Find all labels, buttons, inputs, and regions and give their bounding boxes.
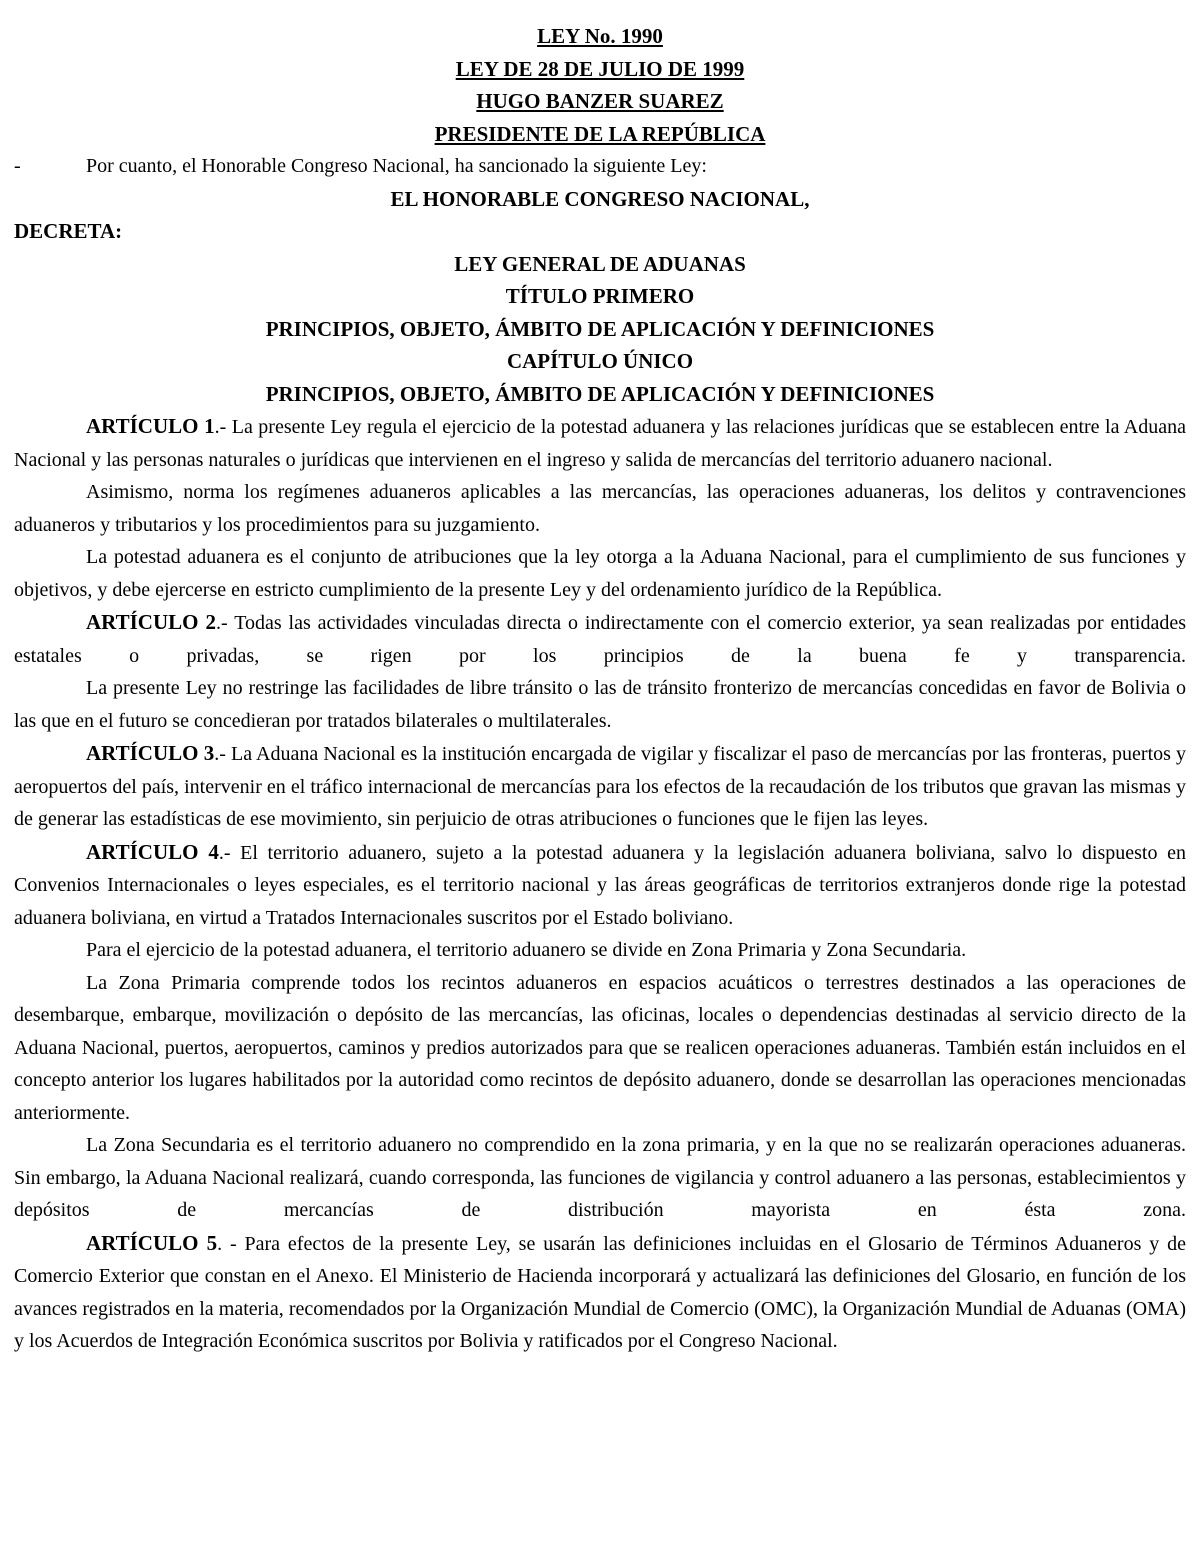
intro-text: Por cuanto, el Honorable Congreso Nacional, ha sancionado la siguiente Ley: [86,155,707,177]
president-name-heading: HUGO BANZER SUAREZ [476,89,724,113]
decreta-heading: DECRETA: [14,219,123,243]
article-3-label: ARTÍCULO 3 [86,741,215,765]
article-1-paragraph [0,410,1186,476]
congress-heading: EL HONORABLE CONGRESO NACIONAL, [390,186,810,211]
law-number-heading: LEY No. 1990 [537,24,663,48]
document-page [0,20,1200,1358]
article-2-text: .- Todas las actividades vinculadas directa o indirectamente con el comercio exterior, ya sean realizadas por entidades estatales o privadas, se rigen por los principios de la buena fe y transparencia. [14,612,1186,667]
intro-mark: - [14,155,21,177]
article-1-text: .- La presente Ley regula el ejercicio de la potestad aduanera y las relaciones jurídicas que se establecen entre la Aduana Nacional y las personas naturales o jurídicas que intervienen en el ingreso y salida de mercancías del territorio aduanero nacional. [14,416,1186,471]
article-4-paragraph-3: La Zona Primaria comprende todos los recintos aduaneros en espacios acuáticos o terrestres destinados a las operaciones de desembarque, embarque, movilización o depósito de las mercancías, las oficinas, locales o dependencias destinadas al servicio directo de la Aduana Nacional, puertos, aeropuertos, caminos y predios autorizados para que se realicen operaciones aduaneras. También están incluidos en el concepto anterior los lugares habilitados por la autoridad como recintos de depósito aduanero, donde se desarrollan las operaciones mencionadas anteriormente. [14,971,1186,1124]
article-5-label: ARTÍCULO 5 [86,1230,218,1255]
article-1-paragraph-3: La potestad aduanera es el conjunto de atribuciones que la ley otorga a la Aduana Nacional, para el cumplimiento de sus funciones y objetivos, y debe ejercerse en estricto cumplimiento de la presente Ley y del ordenamiento jurídico de la República. [14,546,1186,601]
article-2-label: ARTÍCULO 2 [86,610,217,634]
chapter-subject-heading: PRINCIPIOS, OBJETO, ÁMBITO DE APLICACIÓN Y DEFINICIONES [265,381,935,406]
article-4-text: .- El territorio aduanero, sujeto a la potestad aduanera y la legislación aduanera boliviana, salvo lo dispuesto en Convenios Internacionales o leyes especiales, es el territorio nacional y las áreas geográficas de territorios extranjeros donde rige la potestad aduanera boliviana, en virtud a Tratados Internacionales suscritos por el Estado boliviano. [14,841,1186,929]
law-name-heading: LEY GENERAL DE ADUANAS [454,251,746,276]
article-3-text: .- La Aduana Nacional es la institución encargada de vigilar y fiscalizar el paso de mercancías por las fronteras, puertos y aeropuertos del país, intervenir en el tráfico internacional de mercancías para los efectos de la recaudación de los tributos que gravan las mismas y de generar las estadísticas de ese movimiento, sin perjuicio de otras atribuciones o funciones que le fijen las leyes. [14,743,1186,830]
chapter-heading: CAPÍTULO ÚNICO [506,349,694,373]
title-heading: TÍTULO PRIMERO [505,284,695,308]
article-2-paragraph [0,606,1186,672]
article-4-paragraph [0,836,1186,935]
intro-line [0,150,1200,183]
president-title-heading: PRESIDENTE DE LA REPÚBLICA [434,121,766,146]
article-2-paragraph-2: La presente Ley no restringe las facilidades de libre tránsito o las de tránsito fronterizo de mercancías concedidas en favor de Bolivia o las que en el futuro se concedieran por tratados bilaterales o multilaterales. [14,677,1186,732]
article-4-label: ARTÍCULO 4 [86,839,219,864]
law-date-heading: LEY DE 28 DE JULIO DE 1999 [455,56,745,81]
article-4-paragraph-4: La Zona Secundaria es el territorio aduanero no comprendido en la zona primaria, y en la que no se realizarán operaciones aduaneras. Sin embargo, la Aduana Nacional realizará, cuando corresponda, las funciones de vigilancia y control aduanero a las personas, establecimientos y depósitos de mercancías de distribución mayorista en ésta zona. [14,1134,1186,1221]
article-5-text: . - Para efectos de la presente Ley, se usarán las definiciones incluidas en el Glosario de Términos Aduaneros y de Comercio Exterior que constan en el Anexo. El Ministerio de Hacienda incorporará y actualizará las definiciones del Glosario, en función de los avances registrados en la materia, recomendados por la Organización Mundial de Comercio (OMC), la Organización Mundial de Aduanas (OMA) y los Acuerdos de Integración Económica suscritos por Bolivia y ratificados por el Congreso Nacional. [14,1232,1186,1352]
article-3-paragraph [0,737,1186,836]
article-4-paragraph-2: Para el ejercicio de la potestad aduanera, el territorio aduanero se divide en Zona Primaria y Zona Secundaria. [86,939,967,961]
article-1-paragraph-2: Asimismo, norma los regímenes aduaneros aplicables a las mercancías, las operaciones aduaneras, los delitos y contravenciones aduaneros y tributarios y los procedimientos para su juzgamiento. [14,481,1186,536]
article-5-paragraph [0,1227,1186,1358]
article-1-label: ARTÍCULO 1 [86,414,215,438]
title-subject-heading: PRINCIPIOS, OBJETO, ÁMBITO DE APLICACIÓN Y DEFINICIONES [265,316,935,341]
